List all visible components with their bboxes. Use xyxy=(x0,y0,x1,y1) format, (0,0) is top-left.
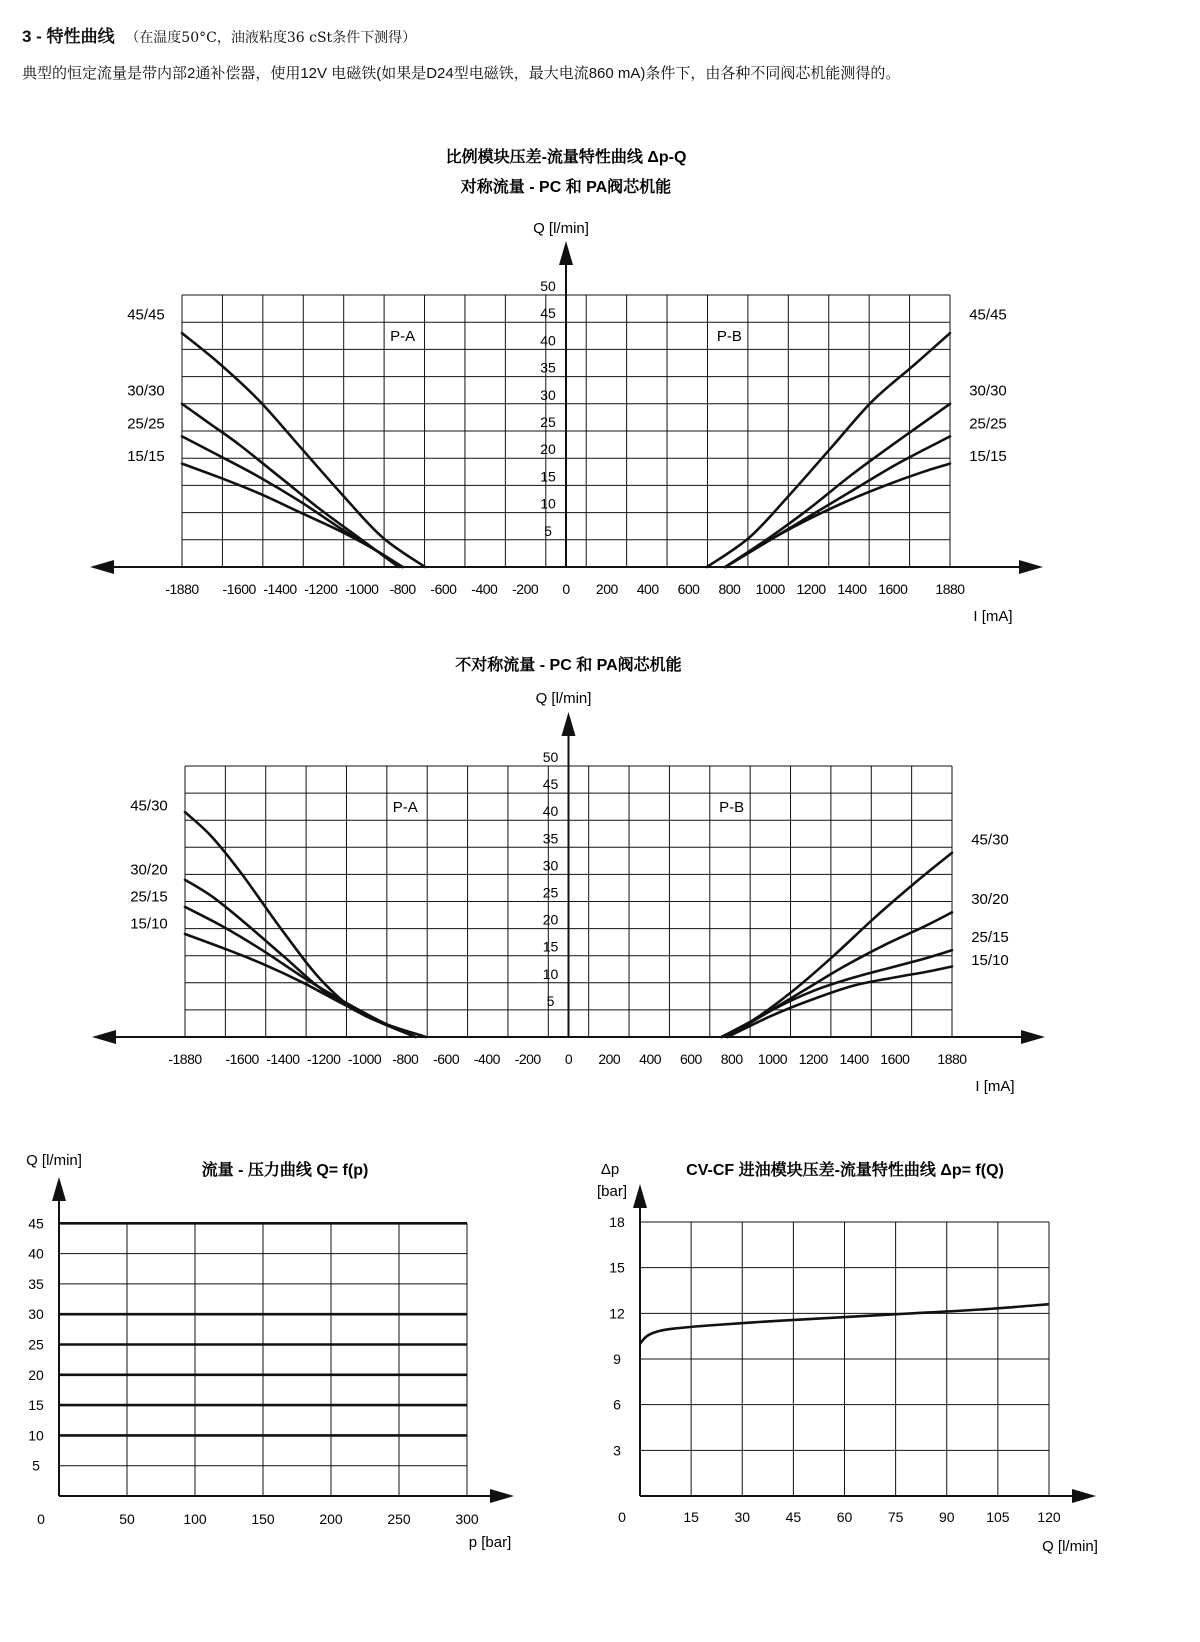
x-tick-label: 600 xyxy=(679,1051,702,1067)
series-line-right-25-15 xyxy=(728,950,952,1037)
chart-1 xyxy=(90,147,1043,625)
grid xyxy=(640,1222,1049,1496)
y-tick-label: 20 xyxy=(542,911,559,928)
x-tick-label: 1400 xyxy=(839,1051,869,1067)
x-axis-arrow xyxy=(490,1489,514,1503)
y-tick-label: 20 xyxy=(28,1366,44,1383)
y-tick-label: 45 xyxy=(28,1215,44,1232)
x-tick-label: 15 xyxy=(683,1509,699,1525)
x-tick-label: 0 xyxy=(564,1051,573,1067)
y-tick-label: 50 xyxy=(540,278,556,294)
x-tick-label: 0 xyxy=(562,581,570,597)
series-label: 25/15 xyxy=(130,888,168,906)
x-tick-label: 45 xyxy=(785,1509,802,1525)
x-tick-label: 1600 xyxy=(880,1051,910,1067)
y-tick-label: 45 xyxy=(542,776,559,793)
y-tick-label: 25 xyxy=(542,884,559,901)
section-note: （在温度50°C，油液粘度36 cSt条件下测得） xyxy=(125,30,417,46)
y-axis-arrow xyxy=(633,1184,647,1208)
x-tick-label: -1880 xyxy=(165,581,199,597)
y-tick-label: 15 xyxy=(28,1397,44,1414)
y-axis-label-symbol: Δp xyxy=(600,1161,620,1178)
series-label: 45/45 xyxy=(969,306,1007,324)
y-tick-label: 15 xyxy=(542,938,559,955)
y-tick-label: 35 xyxy=(540,359,556,376)
x-tick-label: 200 xyxy=(319,1511,343,1527)
series-line-right-15-10 xyxy=(728,967,952,1038)
y-tick-label: 40 xyxy=(540,332,556,349)
y-tick-label: 15 xyxy=(540,468,556,485)
x-axis-arrow xyxy=(1072,1489,1096,1503)
y-axis-label: Q [l/min] xyxy=(533,220,589,237)
y-axis-label: Q [l/min] xyxy=(26,1152,82,1169)
x-tick-label: -1400 xyxy=(263,581,297,597)
x-tick-label: 200 xyxy=(595,581,618,597)
series-label: 30/30 xyxy=(969,382,1007,400)
series-label: 25/25 xyxy=(969,415,1007,433)
x-tick-label: 0 xyxy=(37,1511,45,1527)
x-tick-label: 1000 xyxy=(757,1051,788,1067)
y-tick-label: 45 xyxy=(540,305,556,322)
series-label: 45/30 xyxy=(130,797,168,815)
y-axis-arrow xyxy=(559,241,573,265)
chart-subtitle: 对称流量 - PC 和 PA阀芯机能 xyxy=(460,179,672,196)
x-tick-label: -200 xyxy=(512,581,539,597)
y-tick-label: 10 xyxy=(28,1427,44,1444)
x-tick-label: -400 xyxy=(471,581,498,597)
y-axis-arrow xyxy=(562,712,576,736)
y-tick-label: 40 xyxy=(28,1245,44,1262)
x-tick-label: 120 xyxy=(1037,1509,1061,1525)
y-tick-label: 25 xyxy=(28,1336,44,1353)
y-tick-label: 3 xyxy=(613,1442,621,1459)
x-axis-arrow-left xyxy=(92,1030,116,1044)
y-axis-arrow xyxy=(52,1177,66,1201)
series-label: 25/25 xyxy=(127,415,165,433)
x-tick-label: 100 xyxy=(183,1511,207,1527)
y-tick-label: 6 xyxy=(613,1396,621,1413)
y-tick-label: 5 xyxy=(544,522,552,539)
section-title: 特性曲线 xyxy=(46,27,115,46)
chart-title: 不对称流量 - PC 和 PA阀芯机能 xyxy=(455,657,682,674)
x-tick-label: -1880 xyxy=(168,1051,202,1067)
region-label-pa: P-A xyxy=(392,799,418,817)
y-tick-label: 18 xyxy=(609,1214,625,1230)
section-number: 3 - xyxy=(22,27,42,46)
section-description: 典型的恒定流量是带内部2通补偿器，使用12V 电磁铁(如果是D24型电磁铁，最大电流860 mA)条件下，由各种不同阀芯机能测得的。 xyxy=(22,65,901,82)
x-tick-label: 1880 xyxy=(937,1051,967,1067)
x-tick-label: 1000 xyxy=(755,581,785,597)
x-axis-label: I [mA] xyxy=(973,608,1013,625)
x-tick-label: 1600 xyxy=(878,581,908,597)
region-label-pb: P-B xyxy=(719,799,745,817)
y-tick-label: 25 xyxy=(540,414,556,430)
series-label: 30/20 xyxy=(971,891,1009,909)
series-line-right-45-30 xyxy=(722,853,953,1037)
x-tick-label: 800 xyxy=(720,1051,743,1067)
x-tick-label: -800 xyxy=(392,1051,419,1067)
chart-4 xyxy=(597,1160,1098,1555)
x-axis-arrow-right xyxy=(1019,560,1043,574)
x-tick-label: 1400 xyxy=(837,581,867,597)
x-tick-label: 75 xyxy=(887,1509,904,1525)
chart-2 xyxy=(92,655,1045,1095)
x-tick-label: 1200 xyxy=(798,1051,828,1067)
y-axis-label-unit: [bar] xyxy=(596,1183,628,1200)
x-tick-label: -1600 xyxy=(225,1051,259,1067)
x-axis-arrow-right xyxy=(1021,1030,1045,1044)
series-label: 15/15 xyxy=(127,447,165,465)
y-tick-label: 30 xyxy=(28,1306,44,1323)
series-label: 25/15 xyxy=(971,929,1009,947)
y-tick-label: 30 xyxy=(542,857,559,874)
series-label: 15/10 xyxy=(971,951,1009,969)
y-tick-label: 35 xyxy=(542,830,559,847)
region-label-pb: P-B xyxy=(716,328,742,346)
x-tick-label: 60 xyxy=(836,1509,853,1525)
y-tick-label: 12 xyxy=(609,1305,625,1322)
x-tick-label: -200 xyxy=(514,1051,541,1067)
x-tick-label: 150 xyxy=(251,1511,275,1527)
x-tick-label: 400 xyxy=(636,581,659,597)
x-tick-label: 30 xyxy=(734,1509,751,1525)
x-tick-label: 0 xyxy=(618,1509,626,1525)
x-tick-label: 300 xyxy=(455,1511,479,1527)
series-line-right-15-15 xyxy=(725,464,950,567)
series-line-left-15-10 xyxy=(185,934,416,1037)
x-tick-label: -1000 xyxy=(345,581,379,597)
x-tick-label: -1200 xyxy=(307,1051,341,1067)
chart-title: 比例模块压差-流量特性曲线 Δp-Q xyxy=(445,149,687,166)
series-line-left-15-15 xyxy=(182,464,403,567)
x-tick-label: 200 xyxy=(598,1051,621,1067)
x-tick-label: -600 xyxy=(433,1051,460,1067)
x-tick-label: 50 xyxy=(119,1511,135,1527)
grid xyxy=(59,1223,467,1496)
x-tick-label: -1000 xyxy=(347,1051,382,1067)
series-label: 45/30 xyxy=(971,831,1009,849)
chart-title: 流量 - 压力曲线 Q= f(p) xyxy=(201,1162,369,1179)
y-tick-label: 10 xyxy=(540,495,556,512)
y-axis-label: Q [l/min] xyxy=(535,690,592,707)
chart-title: CV-CF 进油模块压差-流量特性曲线 Δp= f(Q) xyxy=(686,1162,1004,1179)
x-tick-label: -1200 xyxy=(304,581,338,597)
x-tick-label: -1600 xyxy=(222,581,256,597)
x-tick-label: -600 xyxy=(430,581,457,597)
x-tick-label: 250 xyxy=(387,1511,411,1527)
x-tick-label: 600 xyxy=(677,581,700,597)
y-tick-label: 5 xyxy=(546,992,555,1009)
x-tick-label: 90 xyxy=(938,1509,955,1525)
y-tick-label: 9 xyxy=(613,1351,621,1367)
x-axis-arrow-left xyxy=(90,560,114,574)
y-tick-label: 5 xyxy=(32,1457,40,1474)
y-tick-label: 30 xyxy=(540,386,556,403)
x-tick-label: 1880 xyxy=(935,581,965,597)
x-axis-label: I [mA] xyxy=(975,1078,1015,1095)
y-tick-label: 10 xyxy=(542,965,559,982)
y-tick-label: 40 xyxy=(542,803,559,820)
y-tick-label: 50 xyxy=(542,749,559,765)
series-label: 30/20 xyxy=(130,861,168,879)
y-tick-label: 35 xyxy=(28,1275,44,1292)
x-axis-label: p [bar] xyxy=(468,1534,512,1551)
series-label: 15/15 xyxy=(969,447,1007,465)
series-line-left-30-20 xyxy=(185,880,416,1037)
x-axis-label: Q [l/min] xyxy=(1042,1538,1098,1555)
y-tick-label: 15 xyxy=(609,1259,625,1276)
chart-3 xyxy=(26,1152,514,1551)
x-tick-label: -400 xyxy=(473,1051,500,1067)
x-tick-label: -1400 xyxy=(266,1051,300,1067)
series-label: 15/10 xyxy=(130,915,168,933)
series-label: 30/30 xyxy=(127,382,165,400)
x-tick-label: 1200 xyxy=(796,581,826,597)
x-tick-label: 800 xyxy=(718,581,741,597)
y-tick-label: 20 xyxy=(540,441,556,458)
region-label-pa: P-A xyxy=(390,328,416,346)
x-tick-label: 400 xyxy=(639,1051,662,1067)
x-tick-label: 105 xyxy=(986,1509,1010,1525)
x-tick-label: -800 xyxy=(389,581,416,597)
series-label: 45/45 xyxy=(127,306,165,324)
